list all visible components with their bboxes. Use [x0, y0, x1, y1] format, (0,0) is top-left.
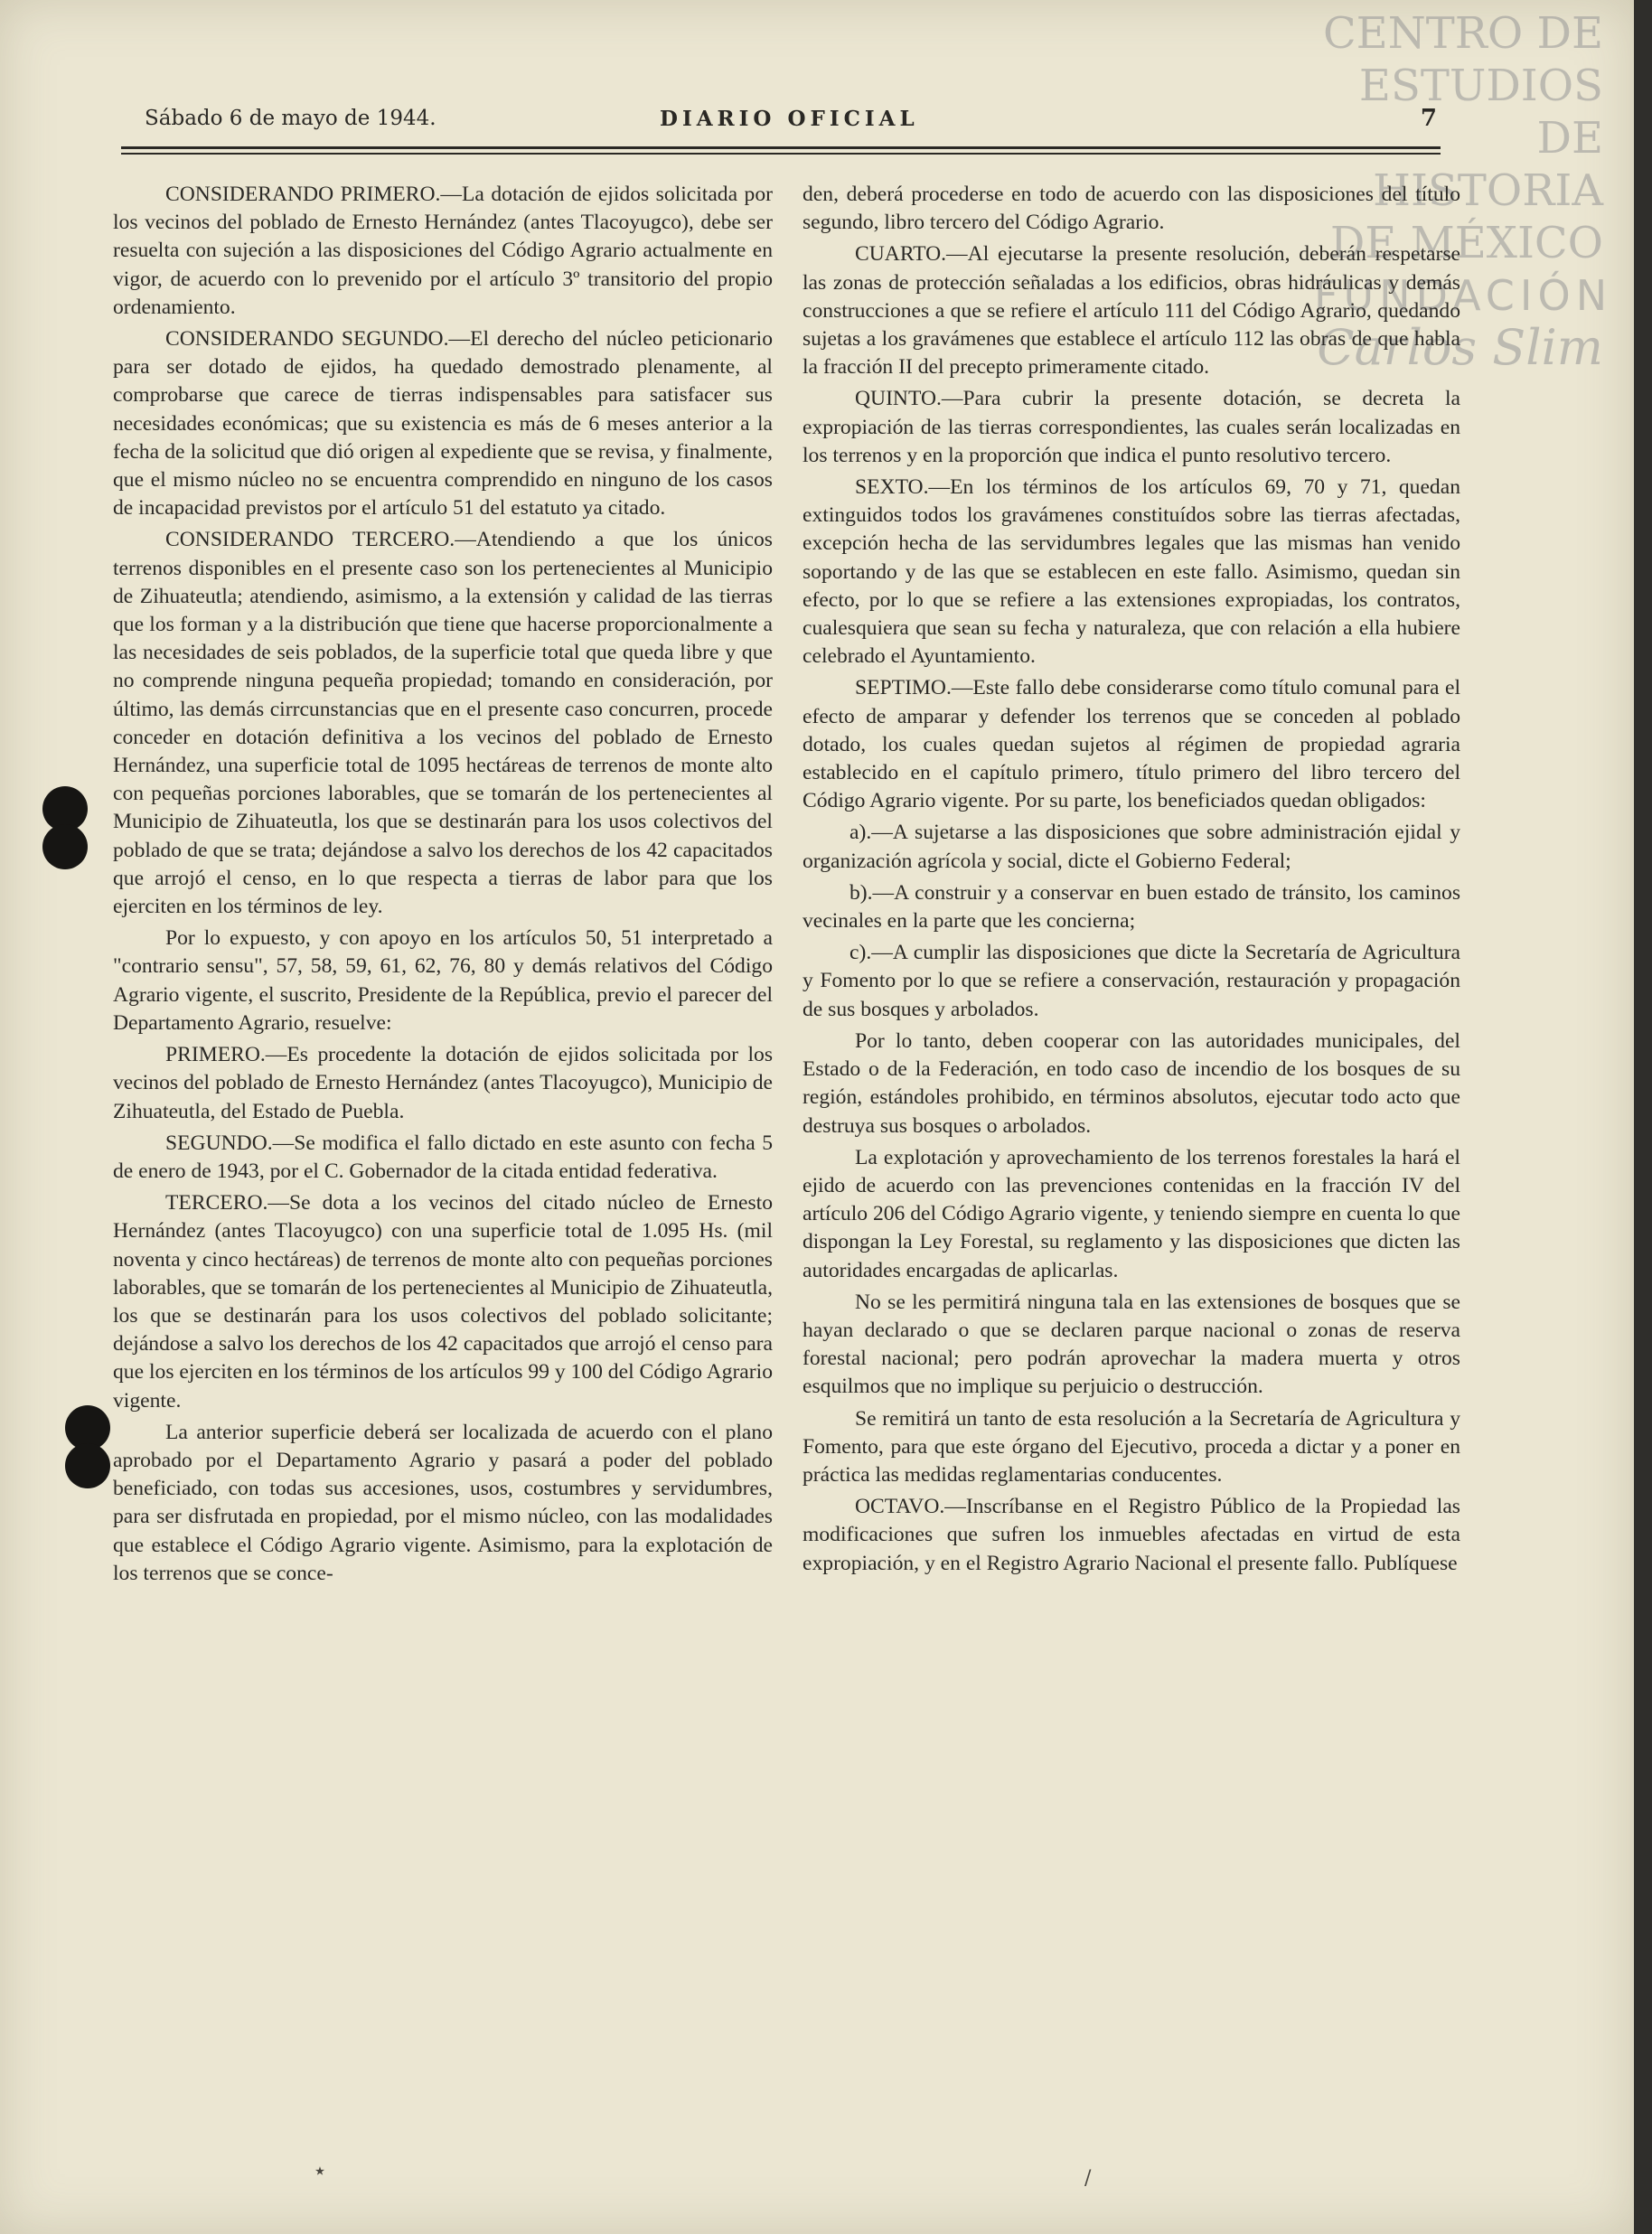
paragraph: PRIMERO.—Es procedente la dotación de ejidos solicitada por los vecinos del poblado de Ernesto Hernández (antes Tlacoyugco), Municipio de Zihuateutla, del Estado de Puebla. — [113, 1043, 773, 1123]
paragraph: SEXTO.—En los términos de los artículos 69, 70 y 71, quedan extinguidos todos los gravámenes constituídos sobre las tierras afectadas, excepción hecha de las servidumbres legales que las mismas han venido soportando y de las que se establecen en este fallo. Asimismo, quedan sin efecto, por lo que se refiere a las extensiones expropiadas, los contratos, cualesquiera que sean su fecha y naturaleza, que con relación a ella hubiere celebrado el Ayuntamiento. — [803, 475, 1460, 669]
scan-edge — [1634, 0, 1652, 2234]
page-header — [145, 107, 1437, 143]
header-date: Sábado 6 de mayo de 1944. — [145, 107, 436, 130]
watermark-line: DE MÉXICO — [1329, 218, 1603, 268]
paragraph: CONSIDERANDO TERCERO.—Atendiendo a que los únicos terrenos disponibles en el presente caso son los pertenecientes al Municipio de Zihuateutla; atendiendo, asimismo, a la extensión y calidad de las tierras que los forman y a la distribución que tiene que hacerse proporcionalmente a las necesidades de seis poblados, de la superficie total que queda libre y que no comprende ninguna pequeña propiedad; tomando en consideración, por último, las demás cirrcunstancias que en el presente caso concurren, procede conceder en dotación definitiva a los vecinos del poblado de Ernesto Hernández, una superficie total de 1095 hectáreas de terrenos de monte alto con pequeñas porciones laborables, que se tomarán de los pertenecientes al Municipio de Zihuateutla, los que se destinarán para los usos colectivos del poblado de que se trata; dejándose a salvo los derechos de los 42 capacitados que arrojó el censo, en lo que respecta a tierras de labor para que los ejerciten en los términos de ley. — [113, 528, 773, 919]
punch-hole — [65, 1443, 110, 1488]
paragraph: No se les permitirá ninguna tala en las extensiones de bosques que se hayan declarado o que se declaren parque nacional o zonas de reserva forestal nacional; pero podrán aprovechar la madera muerta y otros esquilmos que no implique su perjuicio o destrucción. — [803, 1290, 1460, 1399]
paragraph: CONSIDERANDO SEGUNDO.—El derecho del núcleo peticionario para ser dotado de ejidos, ha quedado demostrado plenamente, al comprobarse que carece de tierras indispensables para satisfacer sus necesidades económicas; que su existencia es más de 6 meses anterior a la fecha de la solicitud que dió origen al expediente que se revisa, y finalmente, que el mismo núcleo no se encuentra comprendido en ninguno de los casos de incapacidad previstos por el artículo 51 del estatuto ya citado. — [113, 327, 773, 521]
ink-speck: / — [1084, 2167, 1092, 2190]
paragraph: OCTAVO.—Inscríbanse en el Registro Público de la Propiedad las modificaciones que sufren los inmuebles afectadas en virtud de esta expropiación, y en el Registro Agrario Nacional el presente fallo. Publíquese — [803, 1495, 1460, 1575]
paragraph: Se remitirá un tanto de esta resolución a la Secretaría de Agricultura y Fomento, para que este órgano del Ejecutivo, proceda a dictar y a poner en práctica las medidas reglamentarias conducentes. — [803, 1406, 1460, 1487]
list-item: c).—A cumplir las disposiciones que dicte la Secretaría de Agricultura y Fomento por lo que se refiere a conservación, restauración y propagación de sus bosques y arbolados. — [803, 941, 1460, 1021]
right-column — [803, 181, 1460, 1582]
watermark-line: CENTRO DE — [1322, 8, 1603, 59]
paragraph: Por lo tanto, deben cooperar con las autoridades municipales, del Estado o de la Federación, en todo caso de incendio de los bosques de su región, estándoles prohibido, en términos absolutos, ejecutar todo acto que destruya sus bosques o arbolados. — [803, 1028, 1460, 1138]
paragraph: TERCERO.—Se dota a los vecinos del citado núcleo de Ernesto Hernández (antes Tlacoyugco) con una superficie total de 1.095 Hs. (mil noventa y cinco hectáreas) de terrenos de monte alto con pequeñas porciones laborables, que se tomarán de los pertenecientes al Municipio de Zihuateutla, los que se destinarán para los usos colectivos del poblado solicitante; dejándose a salvo los derechos de los 42 capacitados que arrojó el censo para que los ejerciten en los términos de los artículos 99 y 100 del Código Agrario vigente. — [113, 1191, 773, 1413]
punch-hole — [42, 824, 88, 869]
header-rule-thin — [121, 153, 1441, 155]
paragraph: CONSIDERANDO PRIMERO.—La dotación de ejidos solicitada por los vecinos del poblado de Ernesto Hernández (antes Tlacoyugco), debe ser resuelta con sujeción a las disposiciones del Código Agrario actualmente en vigor, de acuerdo con lo prevenido por el artículo 3º transitorio del propio ordenamiento. — [113, 183, 773, 319]
list-item: b).—A construir y a conservar en buen estado de tránsito, los caminos vecinales en la parte que les concierna; — [803, 880, 1460, 934]
ink-speck: ٭ — [314, 2160, 325, 2182]
header-rule — [121, 146, 1441, 149]
paragraph: SEPTIMO.—Este fallo debe considerarse como título comunal para el efecto de amparar y defender los terrenos que se conceden al poblado dotado, los cuales quedan sujetos al régimen de propiedad agraria establecido en el capítulo primero, título primero del libro tercero del Código Agrario vigente. Por su parte, los beneficiados quedan obligados: — [803, 676, 1460, 813]
list-item: a).—A sujetarse a las disposiciones que sobre administración ejidal y organización agrícola y social, dicte el Gobierno Federal; — [803, 821, 1460, 873]
paragraph: SEGUNDO.—Se modifica el fallo dictado en este asunto con fecha 5 de enero de 1943, por el C. Gobernador de la citada entidad federativa. — [113, 1131, 773, 1183]
left-column — [113, 181, 773, 1591]
watermark-line: FUNDACIÓN — [1314, 271, 1613, 320]
paragraph: La explotación y aprovechamiento de los terrenos forestales la hará el ejido de acuerdo con las prevenciones contenidas en la fracción IV del artículo 206 del Código Agrario vigente, y teniendo siempre en cuenta lo que dispongan la Ley Forestal, su reglamento y las disposiciones que dicten las autoridades encargadas de aplicarlas. — [803, 1145, 1460, 1282]
paragraph: CUARTO.—Al ejecutarse la presente resolución, deberán respetarse las zonas de protección señaladas a los edificios, obras hidráulicas y demás construcciones a que se refiere el artículo 111 del Código Agrario, quedando sujetas a los gravámenes que establece el artículo 112 las obras de que habla la fracción II del precepto primeramente citado. — [803, 242, 1460, 380]
page-number: 7 — [1420, 105, 1437, 132]
paragraph: La anterior superficie deberá ser localizada de acuerdo con el plano aprobado por el Departamento Agrario y pasará a poder del poblado beneficiado, con todas sus accesiones, usos, costumbres y servidumbres, para ser disfrutada en propiedad, por el mismo núcleo, con las modalidades que establece el Código Agrario vigente. Asimismo, para la explotación de los terrenos que se conce- — [113, 1420, 773, 1585]
watermark-signature: Carlos Slim — [1317, 319, 1603, 376]
watermark-line: ESTUDIOS — [1358, 61, 1603, 111]
paragraph: QUINTO.—Para cubrir la presente dotación, se decreta la expropiación de las tierras correspondientes, las cuales serán localizadas en los terrenos y en la proporción que indica el punto resolutivo tercero. — [803, 387, 1460, 467]
watermark-line: DE HISTORIA — [1373, 113, 1603, 216]
paragraph: den, deberá procederse en todo de acuerdo con las disposiciones del título segundo, libro tercero del Código Agrario. — [803, 183, 1460, 235]
paragraph: Por lo expuesto, y con apoyo en los artículos 50, 51 interpretado a "contrario sensu", 57, 58, 59, 61, 62, 76, 80 y demás relativos del Código Agrario vigente, el suscrito, Presidente de la República, previo el parecer del Departamento Agrario, resuelve: — [113, 926, 773, 1035]
newspaper-title: DIARIO OFICIAL — [660, 107, 919, 131]
